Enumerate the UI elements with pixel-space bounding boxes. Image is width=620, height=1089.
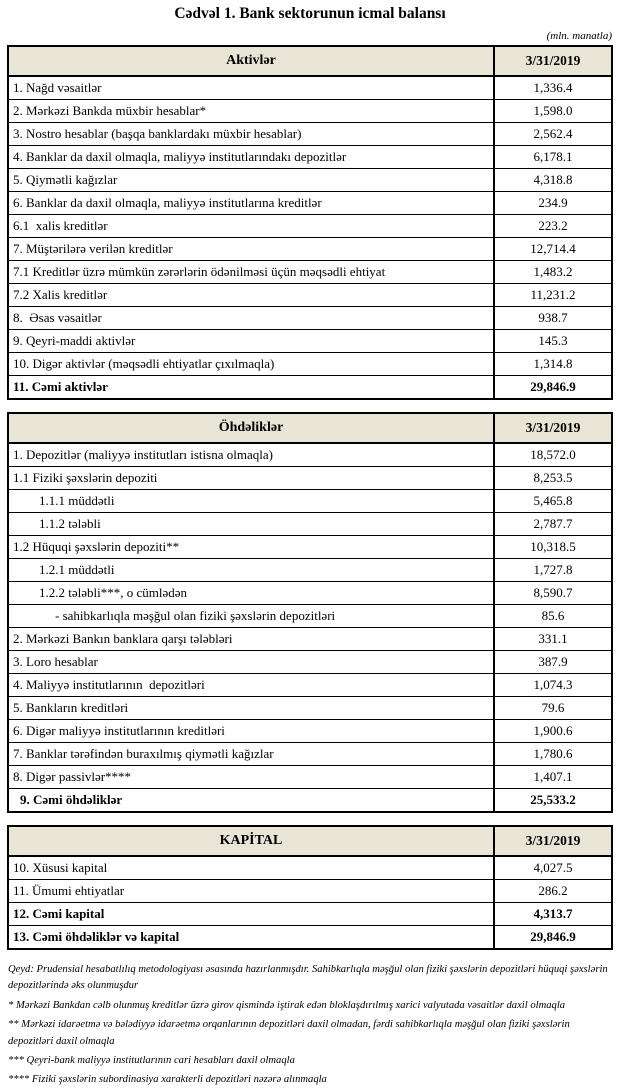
- section-title-text: KAPİTAL: [219, 833, 283, 848]
- row-label-cell: [9, 582, 495, 604]
- row-value: 12,714.4: [530, 241, 576, 256]
- row-label: 9. Cəmi öhdəliklər: [20, 792, 123, 807]
- table-row: [9, 581, 611, 604]
- table-row: [9, 260, 611, 283]
- row-value: 1,336.4: [533, 80, 573, 95]
- row-value: 387.9: [538, 654, 568, 669]
- row-label-cell: [9, 169, 495, 191]
- table-row: [9, 788, 611, 811]
- row-label: 7. Müştərilərə verilən kreditlər: [13, 241, 173, 256]
- row-label-cell: [9, 307, 495, 329]
- row-label-cell: [9, 674, 495, 696]
- table-row: [9, 489, 611, 512]
- row-label-cell: [9, 880, 495, 902]
- row-label-cell: [9, 697, 495, 719]
- row-label: 11. Ümumi ehtiyatlar: [13, 883, 125, 898]
- row-value: 79.6: [541, 700, 565, 715]
- table-row: [9, 765, 611, 788]
- row-value: 1,900.6: [533, 723, 573, 738]
- table-row: [9, 122, 611, 145]
- row-value: 223.2: [538, 218, 568, 233]
- row-label-cell: [9, 903, 495, 925]
- row-label-cell: [9, 559, 495, 581]
- row-value: 4,318.8: [533, 172, 573, 187]
- row-label-cell: [9, 284, 495, 306]
- table-row: [9, 76, 611, 99]
- row-label-cell: [9, 123, 495, 145]
- row-value: 2,787.7: [533, 516, 573, 531]
- row-label: 1. Nağd vəsaitlər: [13, 80, 102, 95]
- table-row: [9, 719, 611, 742]
- row-label: 10. Xüsusi kapital: [13, 860, 108, 875]
- row-value: 6,178.1: [533, 149, 573, 164]
- table-row: [9, 352, 611, 375]
- row-label-cell: [9, 926, 495, 948]
- table-row: [9, 742, 611, 765]
- row-value: 234.9: [538, 195, 568, 210]
- table-header-row: [9, 47, 611, 76]
- column-header-date: 3/31/2019: [525, 833, 581, 848]
- table-row: [9, 558, 611, 581]
- section-title-text: Öhdəliklər: [218, 420, 284, 435]
- row-label-cell: [9, 720, 495, 742]
- section-title: [9, 47, 495, 75]
- row-label: 5. Bankların kreditləri: [13, 700, 129, 715]
- column-header-date: 3/31/2019: [525, 53, 581, 68]
- table-row: [9, 856, 611, 879]
- row-label-cell: [9, 261, 495, 283]
- row-label: 7.2 Xalis kreditlər: [13, 287, 108, 302]
- row-label: 8. Digər passivlər****: [13, 769, 132, 784]
- unit-note: (mln. manatla): [546, 30, 612, 42]
- row-label-cell: [9, 444, 495, 466]
- row-value: 29,846.9: [530, 929, 576, 944]
- row-label-cell: [9, 77, 495, 99]
- row-value: 1,074.3: [533, 677, 573, 692]
- section-title: [9, 414, 495, 442]
- row-label: 7. Banklar tərəfindən buraxılmış qiymətli kağızlar: [13, 746, 274, 761]
- row-label-cell: [9, 789, 495, 811]
- row-label-cell: [9, 215, 495, 237]
- row-label-cell: [9, 490, 495, 512]
- table-row: [9, 879, 611, 902]
- row-label: 8. Əsas vəsaitlər: [13, 310, 102, 325]
- row-label-cell: [9, 766, 495, 788]
- table-row: [9, 168, 611, 191]
- row-label: 1.2 Hüquqi şəxslərin depoziti**: [13, 539, 180, 554]
- row-label: 6. Banklar da daxil olmaqla, maliyyə institutlarına kreditlər: [13, 195, 322, 210]
- row-label-cell: [9, 536, 495, 558]
- row-label-cell: [9, 100, 495, 122]
- row-label-cell: [9, 628, 495, 650]
- row-label: - sahibkarlıqla məşğul olan fiziki şəxslərin depozitləri: [55, 608, 336, 623]
- table-row: [9, 535, 611, 558]
- table-row: [9, 283, 611, 306]
- row-value: 331.1: [538, 631, 568, 646]
- balance-table-1: [7, 412, 613, 813]
- row-label: 9. Qeyri-maddi aktivlər: [13, 333, 136, 348]
- row-value: 938.7: [538, 310, 568, 325]
- row-label: 1.2.2 tələbli***, o cümlədən: [39, 585, 188, 600]
- row-value: 1,314.8: [533, 356, 573, 371]
- row-value: 8,253.5: [533, 470, 573, 485]
- row-label: 10. Digər aktivlər (məqsədli ehtiyatlar çıxılmaqla): [13, 356, 275, 371]
- footnote: *** Qeyri-bank maliyyə institutlarının cari hesabları daxil olmaqla: [8, 1055, 295, 1067]
- row-label: 7.1 Kreditlər üzrə mümkün zərərlərin ödənilməsi üçün məqsədli ehtiyat: [13, 264, 386, 279]
- row-value: 8,590.7: [533, 585, 573, 600]
- row-label-cell: [9, 513, 495, 535]
- row-label: 1.2.1 müddətli: [39, 562, 115, 577]
- row-label-cell: [9, 743, 495, 765]
- row-label: 1.1.1 müddətli: [39, 493, 115, 508]
- row-label-cell: [9, 467, 495, 489]
- table-row: [9, 902, 611, 925]
- row-label: 2. Mərkəzi Bankın banklara qarşı tələbləri: [13, 631, 233, 646]
- table-row: [9, 329, 611, 352]
- row-value: 4,313.7: [533, 906, 573, 921]
- row-value: 1,598.0: [533, 103, 573, 118]
- row-value: 145.3: [538, 333, 568, 348]
- row-label-cell: [9, 353, 495, 375]
- row-label: 4. Banklar da daxil olmaqla, maliyyə institutlarındakı depozitlər: [13, 149, 347, 164]
- row-value: 1,483.2: [533, 264, 573, 279]
- row-value: 18,572.0: [530, 447, 576, 462]
- table-row: [9, 306, 611, 329]
- footnote: * Mərkəzi Bankdan cəlb olunmuş kreditlər üzrə girov qismində iştirak edən bloklaşdırılmış xarici valyutada vəsaitlər daxil olmaqla: [8, 999, 566, 1011]
- row-label: 2. Mərkəzi Bankda müxbir hesablar*: [13, 103, 207, 118]
- row-value: 286.2: [538, 883, 568, 898]
- table-row: [9, 673, 611, 696]
- row-value: 5,465.8: [533, 493, 573, 508]
- table-row: [9, 443, 611, 466]
- row-label: 1. Depozitlər (maliyyə institutları istisna olmaqla): [13, 447, 273, 462]
- table-row: [9, 604, 611, 627]
- table-row: [9, 99, 611, 122]
- balance-table-2: [7, 825, 613, 950]
- balance-table-0: [7, 45, 613, 400]
- table-row: [9, 650, 611, 673]
- table-row: [9, 214, 611, 237]
- row-label-cell: [9, 330, 495, 352]
- row-value: 10,318.5: [530, 539, 576, 554]
- row-label: 3. Loro hesablar: [13, 654, 98, 669]
- footnote: ** Mərkəzi idarəetmə və bələdiyyə idarəetmə orqanlarının depozitləri daxil olmadan, fərdi sahibkarlıqla məşğul olan fiziki şəxslərin depozitləri daxil olmaqla: [8, 1019, 570, 1047]
- table-row: [9, 627, 611, 650]
- row-label-cell: [9, 192, 495, 214]
- balance-tables: [7, 45, 613, 950]
- row-label: 6. Digər maliyyə institutlarının kreditləri: [13, 723, 225, 738]
- row-label: 5. Qiymətli kağızlar: [13, 172, 118, 187]
- table-header-row: [9, 414, 611, 443]
- row-value: 1,407.1: [533, 769, 573, 784]
- row-label: 13. Cəmi öhdəliklər və kapital: [13, 929, 180, 944]
- table-header-row: [9, 827, 611, 856]
- section-title-text: Aktivlər: [226, 53, 276, 68]
- footnotes-block: [7, 962, 613, 1089]
- row-label-cell: [9, 651, 495, 673]
- row-value: 29,846.9: [530, 379, 576, 394]
- table-row: [9, 191, 611, 214]
- row-label-cell: [9, 238, 495, 260]
- row-value: 11,231.2: [530, 287, 576, 302]
- row-label: 1.1 Fiziki şəxslərin depoziti: [13, 470, 158, 485]
- row-value: 85.6: [541, 608, 565, 623]
- table-row: [9, 696, 611, 719]
- footnote: **** Fiziki şəxslərin subordinasiya xarakterli depozitləri nəzərə alınmaqla: [8, 1074, 327, 1086]
- row-label: 4. Maliyyə institutlarının depozitləri: [13, 677, 205, 692]
- row-label: 6.1 xalis kreditlər: [13, 218, 108, 233]
- row-label-cell: [9, 605, 495, 627]
- column-header-date: 3/31/2019: [525, 420, 581, 435]
- row-label: 11. Cəmi aktivlər: [13, 379, 108, 394]
- row-label: 3. Nostro hesablar (başqa banklardakı müxbir hesablar): [13, 126, 302, 141]
- row-label: 12. Cəmi kapital: [13, 906, 105, 921]
- document-title: Cədvəl 1. Bank sektorunun icmal balansı: [174, 5, 446, 22]
- table-row: [9, 512, 611, 535]
- row-label-cell: [9, 146, 495, 168]
- row-label-cell: [9, 376, 495, 398]
- row-value: 1,727.8: [533, 562, 573, 577]
- row-value: 2,562.4: [533, 126, 573, 141]
- row-value: 4,027.5: [533, 860, 573, 875]
- footnote: Qeyd: Prudensial hesabatlılıq metodologiyası əsasında hazırlanmışdır. Sahibkarlıqla məşğul olan fiziki şəxslərin depozitləri hüquqi şəxslərin depozitlərində əks olunmuşdur: [8, 964, 608, 992]
- table-row: [9, 375, 611, 398]
- row-value: 25,533.2: [530, 792, 576, 807]
- row-label: 1.1.2 tələbli: [39, 516, 101, 531]
- row-label-cell: [9, 857, 495, 879]
- section-title: [9, 827, 495, 855]
- table-row: [9, 925, 611, 948]
- table-row: [9, 466, 611, 489]
- row-value: 1,780.6: [533, 746, 573, 761]
- table-row: [9, 145, 611, 168]
- table-row: [9, 237, 611, 260]
